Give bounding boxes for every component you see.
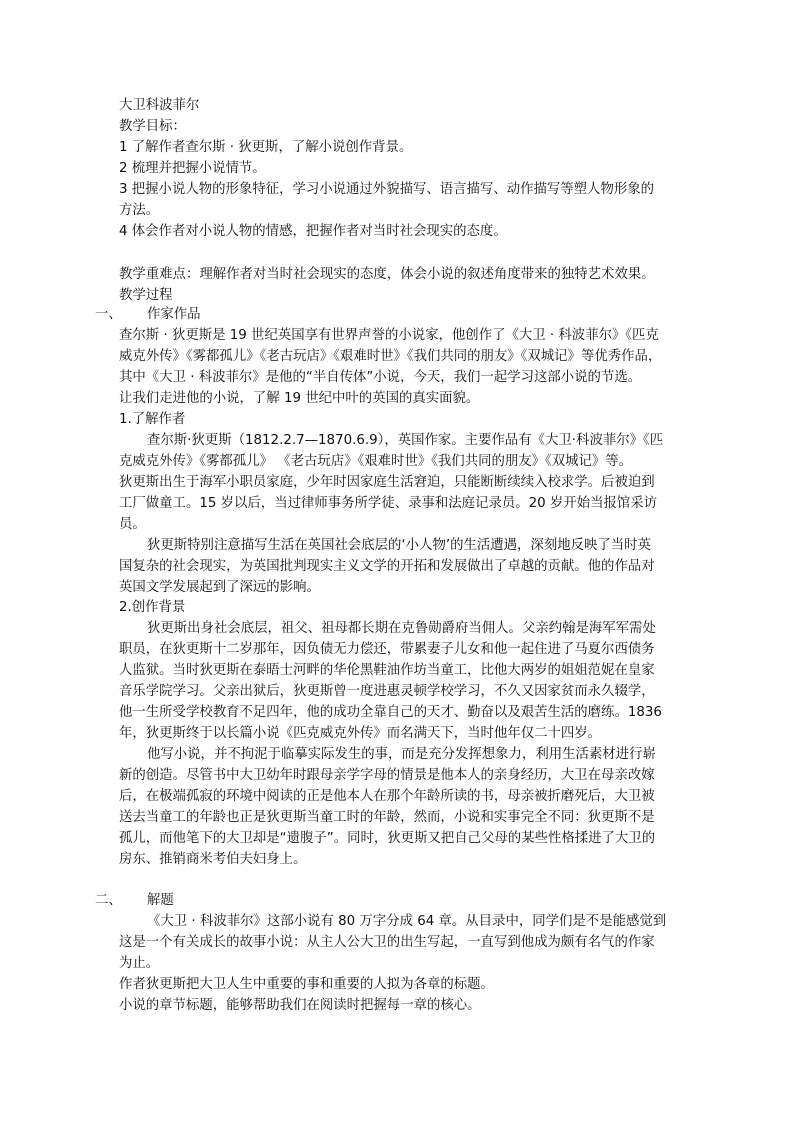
- paragraph-line: 后，在极端孤寂的环境中阅读的正是他本人在那个年龄所读的书，母亲被折磨死后，大卫被: [119, 789, 655, 804]
- goal-2: 2 梳理并把握小说情节。: [119, 161, 266, 176]
- paragraph-line: 小说的章节标题，能够帮助我们在阅读时把握每一章的核心。: [119, 998, 481, 1013]
- paragraph-line: 国复杂的社会现实，为英国批判现实主义文学的开拓和发展做出了卓越的贡献。他的作品对: [119, 559, 655, 574]
- paragraph-line: 员。: [119, 517, 146, 532]
- paragraph-line: 职员，在狄更斯十二岁那年，因负债无力偿还，带累妻子儿女和他一起住进了马夏尔西债务: [119, 642, 655, 657]
- paragraph-line: 他写小说，并不拘泥于临摹实际发生的事，而是充分发挥想象力，利用生活素材进行崭: [147, 747, 656, 762]
- paragraph-line: 让我们走进他的小说，了解 19 世纪中叶的英国的真实面貌。: [119, 391, 480, 406]
- paragraph-line: 房东、推销商米考伯夫妇身上。: [119, 852, 307, 867]
- section-1-title: 作家作品: [147, 307, 201, 322]
- paragraph-line: 音乐学院学习。父亲出狱后，狄更斯曾一度进惠灵顿学校学习，不久又因家贫而永久辍学，: [119, 684, 655, 699]
- subheading-author: 1.了解作者: [119, 412, 186, 427]
- paragraph-line: 其中《大卫 · 科波菲尔》是他的“半自传体”小说，今天，我们一起学习这部小说的节选。: [119, 370, 642, 385]
- goal-3-line-1: 3 把握小说人物的形象特征，学习小说通过外貌描写、语言描写、动作描写等塑人物形象的: [119, 182, 655, 197]
- paragraph-line: 他一生所受学校教育不足四年，他的成功全靠自己的天才、勤奋以及艰苦生活的磨练。1836: [119, 705, 662, 720]
- paragraph-line: 狄更斯出身社会底层，祖父、祖母都长期在克鲁勋爵府当佣人。父亲约翰是海军军需处: [147, 621, 656, 636]
- paragraph-line: 送去当童工的年龄也正是狄更斯当童工时的年龄，然而，小说和实事完全不同：狄更斯不是: [119, 810, 655, 825]
- section-2-title: 解题: [147, 893, 174, 908]
- paragraph-line: 新的创造。尽管书中大卫幼年时跟母亲学字母的情景是他本人的亲身经历，大卫在母亲改嫁: [119, 768, 655, 783]
- subheading-background: 2.创作背景: [119, 600, 186, 615]
- paragraph-line: 工厂做童工。15 岁以后，当过律师事务所学徒、录事和法庭记录员。20 岁开始当报馆采访: [119, 496, 658, 511]
- paragraph-line: 克威克外传》《雾都孤儿》 《老古玩店》《艰难时世》《我们共同的朋友》《双城记》等。: [119, 454, 633, 469]
- paragraph-line: 人监狱。当时狄更斯在泰晤士河畔的华伦黑鞋油作坊当童工，比他大两岁的姐姐范妮在皇家: [119, 663, 655, 678]
- paragraph-line: 查尔斯·狄更斯（1812.2.7—1870.6.9），英国作家。主要作品有《大卫·科波菲尔》《匹: [147, 433, 664, 448]
- paragraph-line: 作者狄更斯把大卫人生中重要的事和重要的人拟为各章的标题。: [119, 977, 494, 992]
- goal-3-line-2: 方法。: [119, 203, 160, 218]
- paragraph-line: 狄更斯出生于海军小职员家庭，少年时因家庭生活窘迫，只能断断续续入校求学。后被迫到: [119, 475, 655, 490]
- goals-heading: 教学目标：: [119, 119, 186, 134]
- paragraph-line: 英国文学发展起到了深远的影响。: [119, 580, 320, 595]
- paragraph-line: 孤儿，而他笔下的大卫却是“遗腹子”。同时，狄更斯又把自己父母的某些性格揉进了大卫的: [119, 831, 656, 846]
- paragraph-line: 狄更斯特别注意描写生活在英国社会底层的‘小人物’的生活遭遇，深刻地反映了当时英: [147, 538, 651, 553]
- key-points: 教学重难点：理解作者对当时社会现实的态度，体会小说的叙述角度带来的独特艺术效果。: [119, 267, 655, 282]
- process-heading: 教学过程: [119, 288, 173, 303]
- section-1-number: 一、: [95, 307, 122, 322]
- paragraph-line: 这是一个有关成长的故事小说：从主人公大卫的出生写起，一直写到他成为颇有名气的作家: [119, 935, 655, 950]
- goal-1: 1 了解作者查尔斯 · 狄更斯，了解小说创作背景。: [119, 140, 413, 155]
- paragraph-line: 《大卫 · 科波菲尔》这部小说有 80 万字分成 64 章。从目录中，同学们是不是能感觉到: [147, 914, 667, 929]
- paragraph-line: 查尔斯 · 狄更斯是 19 世纪英国享有世界声誉的小说家，他创作了《大卫 · 科波菲尔》《匹克: [119, 328, 659, 343]
- doc-title: 大卫科波菲尔: [119, 98, 200, 113]
- section-2-number: 二、: [95, 893, 122, 908]
- paragraph-line: 为止。: [119, 956, 160, 971]
- goal-4: 4 体会作者对小说人物的情感，把握作者对当时社会现实的态度。: [119, 224, 507, 239]
- paragraph-line: 威克外传》《雾都孤儿》《老古玩店》《艰难时世》《我们共同的朋友》《双城记》等优秀作品，: [119, 349, 662, 364]
- paragraph-line: 年，狄更斯终于以长篇小说《匹克威克外传》而名满天下，当时他年仅二十四岁。: [119, 726, 602, 741]
